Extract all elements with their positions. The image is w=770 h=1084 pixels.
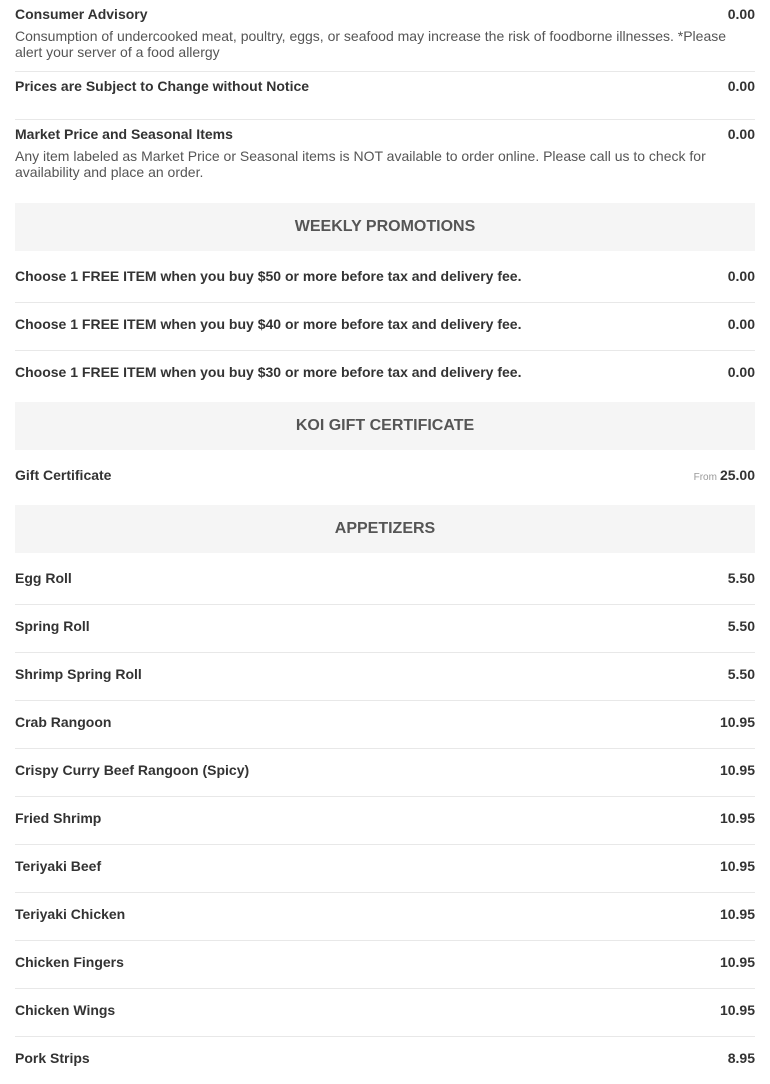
- item-description: Consumption of undercooked meat, poultry, eggs, or seafood may increase the risk of foodborne illnesses. *Please alert your server of a food allergy: [15, 28, 727, 60]
- item-title: Choose 1 FREE ITEM when you buy $30 or more before tax and delivery fee.: [15, 364, 522, 380]
- item-title: Crab Rangoon: [15, 714, 112, 730]
- menu-item-crab-rangoon[interactable]: [15, 701, 755, 749]
- menu-item-chicken-fingers[interactable]: [15, 941, 755, 989]
- menu-item-curry-beef-rangoon[interactable]: [15, 749, 755, 797]
- item-description: Any item labeled as Market Price or Seasonal items is NOT available to order online. Please call us to check for availability and place an order.: [15, 148, 706, 180]
- menu-item-teriyaki-chicken[interactable]: [15, 893, 755, 941]
- item-title: Teriyaki Beef: [15, 858, 102, 874]
- section-header-appetizers: APPETIZERS: [15, 505, 755, 553]
- menu-item-spring-roll[interactable]: [15, 605, 755, 653]
- item-title: Chicken Fingers: [15, 954, 124, 970]
- menu-item-prices-notice[interactable]: [15, 72, 755, 120]
- item-title: Chicken Wings: [15, 1002, 116, 1018]
- item-price: 0.00: [727, 364, 755, 380]
- item-price: 5.50: [727, 666, 755, 682]
- price-prefix: From: [693, 472, 717, 483]
- menu-item-pork-strips[interactable]: [15, 1037, 755, 1077]
- menu-item-egg-roll[interactable]: [15, 553, 755, 605]
- item-title: Egg Roll: [15, 570, 72, 586]
- menu-item-consumer-advisory[interactable]: [15, 0, 755, 72]
- menu-item-market-price[interactable]: [15, 120, 755, 203]
- item-price: 0.00: [727, 126, 755, 142]
- item-price: 5.50: [727, 570, 755, 586]
- item-price: 10.95: [719, 714, 755, 730]
- item-price: 0.00: [727, 316, 755, 332]
- item-title: Shrimp Spring Roll: [15, 666, 142, 682]
- price-value: 25.00: [719, 467, 755, 483]
- section-header-weekly-promotions: WEEKLY PROMOTIONS: [15, 203, 755, 251]
- item-price: 5.50: [727, 618, 755, 634]
- menu-item-gift-certificate[interactable]: [15, 450, 755, 505]
- menu-item-shrimp-spring-roll[interactable]: [15, 653, 755, 701]
- item-title: Choose 1 FREE ITEM when you buy $40 or more before tax and delivery fee.: [15, 316, 522, 332]
- item-price: 0.00: [727, 268, 755, 284]
- item-title: Teriyaki Chicken: [15, 906, 126, 922]
- menu-item-promo-40[interactable]: [15, 303, 755, 351]
- section-header-gift-certificate: KOI GIFT CERTIFICATE: [15, 402, 755, 450]
- item-price: 0.00: [727, 6, 755, 22]
- item-title: Fried Shrimp: [15, 810, 102, 826]
- item-price: 8.95: [727, 1050, 755, 1066]
- menu-list: [15, 0, 755, 1077]
- item-title: Consumer Advisory: [15, 6, 148, 22]
- item-title: Market Price and Seasonal Items: [15, 126, 233, 142]
- item-price: 10.95: [719, 858, 755, 874]
- menu-item-teriyaki-beef[interactable]: [15, 845, 755, 893]
- menu-item-promo-30[interactable]: [15, 351, 755, 402]
- menu-item-promo-50[interactable]: [15, 251, 755, 303]
- item-title: Spring Roll: [15, 618, 90, 634]
- item-price: 10.95: [719, 1002, 755, 1018]
- item-title: Crispy Curry Beef Rangoon (Spicy): [15, 762, 250, 778]
- item-title: Prices are Subject to Change without Notice: [15, 78, 310, 94]
- item-price: 10.95: [719, 762, 755, 778]
- item-price: 10.95: [719, 954, 755, 970]
- menu-item-chicken-wings[interactable]: [15, 989, 755, 1037]
- item-price: [694, 467, 755, 486]
- item-price: 10.95: [719, 810, 755, 826]
- menu-item-fried-shrimp[interactable]: [15, 797, 755, 845]
- item-title: Pork Strips: [15, 1050, 90, 1066]
- item-price: 10.95: [719, 906, 755, 922]
- item-title: Gift Certificate: [15, 467, 112, 483]
- item-title: Choose 1 FREE ITEM when you buy $50 or more before tax and delivery fee.: [15, 268, 522, 284]
- item-price: 0.00: [727, 78, 755, 94]
